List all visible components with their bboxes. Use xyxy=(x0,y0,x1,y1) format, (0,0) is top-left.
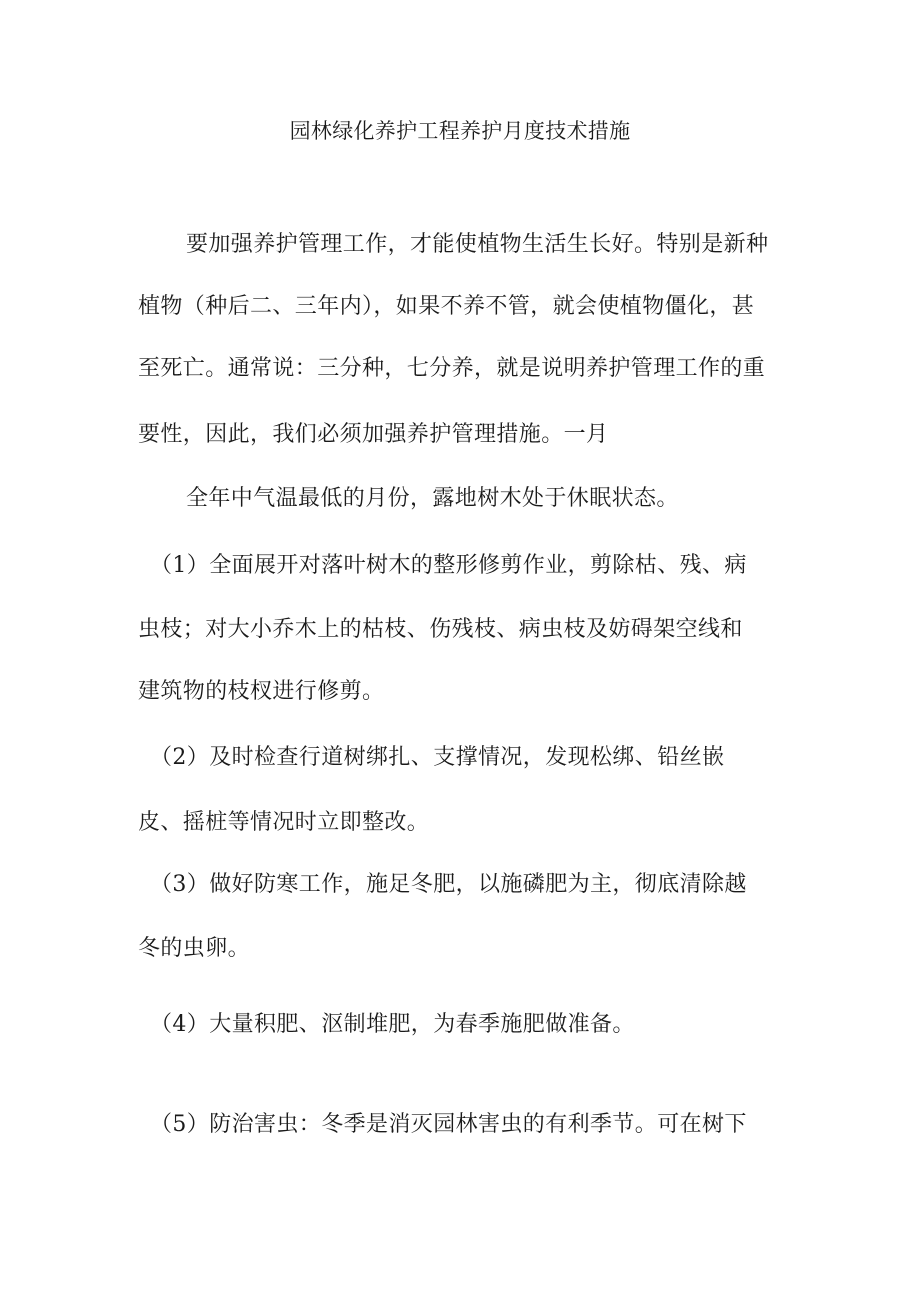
list-item-line: （3）做好防寒工作，施足冬肥，以施磷肥为主，彻底清除越 xyxy=(150,872,747,897)
list-item-line: （5）防治害虫：冬季是消灭园林害虫的有利季节。可在树下 xyxy=(150,1112,747,1137)
list-item-line: 皮、摇桩等情况时立即整改。 xyxy=(138,810,430,835)
list-item-line: 冬的虫卵。 xyxy=(138,936,251,961)
paragraph-line: 全年中气温最低的月份，露地树木处于休眠状态。 xyxy=(186,486,679,511)
paragraph-line: 植物（种后二、三年内），如果不养不管，就会使植物僵化，甚 xyxy=(138,294,755,319)
paragraph-line: 要性，因此，我们必须加强养护管理措施。一月 xyxy=(138,422,609,447)
list-item-line: （1）全面展开对落叶树木的整形修剪作业，剪除枯、残、病 xyxy=(150,553,747,578)
list-item-line: （2）及时检查行道树绑扎、支撑情况，发现松绑、铅丝嵌 xyxy=(150,745,725,770)
list-item-line: （4）大量积肥、沤制堆肥，为春季施肥做准备。 xyxy=(150,1012,635,1037)
list-item-line: 建筑物的枝杈进行修剪。 xyxy=(138,679,385,704)
document-title: 园林绿化养护工程养护月度技术措施 xyxy=(289,119,631,143)
paragraph-line: 要加强养护管理工作，才能使植物生活生长好。特别是新种 xyxy=(186,232,769,257)
paragraph-line: 至死亡。通常说：三分种，七分养，就是说明养护管理工作的重 xyxy=(138,356,766,381)
list-item-line: 虫枝；对大小乔木上的枯枝、伤残枝、病虫枝及妨碍架空线和 xyxy=(138,617,743,642)
